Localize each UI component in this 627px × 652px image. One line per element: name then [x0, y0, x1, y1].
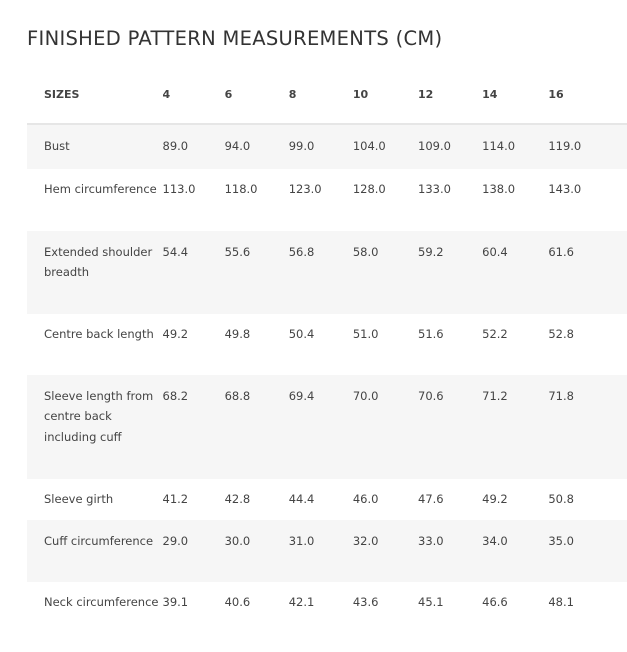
header-size-12: 12 — [418, 68, 482, 124]
row-label: Sleeve length from centre back including cuff — [27, 375, 163, 479]
header-size-16: 16 — [548, 68, 627, 124]
table-cell: 50.4 — [289, 314, 353, 376]
table-cell: 114.0 — [482, 124, 548, 169]
table-cell: 45.1 — [418, 582, 482, 652]
table-cell: 32.0 — [353, 520, 418, 582]
row-label: Extended shoulder breadth — [27, 231, 163, 314]
table-cell: 89.0 — [163, 124, 225, 169]
table-cell: 51.0 — [353, 314, 418, 376]
table-cell: 47.6 — [418, 479, 482, 521]
table-cell: 123.0 — [289, 169, 353, 232]
table-row — [27, 124, 627, 169]
table-cell: 30.0 — [225, 520, 289, 582]
row-label: Bust — [27, 124, 163, 169]
table-cell: 35.0 — [548, 520, 627, 582]
table-cell: 48.1 — [548, 582, 627, 652]
table-row — [27, 231, 627, 314]
header-size-14: 14 — [482, 68, 548, 124]
table-cell: 29.0 — [163, 520, 225, 582]
table-cell: 40.6 — [225, 582, 289, 652]
table-cell: 54.4 — [163, 231, 225, 314]
table-row — [27, 314, 627, 376]
measurements-table — [27, 68, 627, 652]
table-row — [27, 169, 627, 232]
table-cell: 34.0 — [482, 520, 548, 582]
table-cell: 104.0 — [353, 124, 418, 169]
table-row — [27, 479, 627, 521]
table-cell: 39.1 — [163, 582, 225, 652]
table-cell: 31.0 — [289, 520, 353, 582]
row-label: Hem circumference — [27, 169, 163, 232]
header-size-10: 10 — [353, 68, 418, 124]
table-cell: 68.8 — [225, 375, 289, 479]
table-cell: 55.6 — [225, 231, 289, 314]
table-cell: 46.6 — [482, 582, 548, 652]
table-cell: 52.2 — [482, 314, 548, 376]
table-cell: 56.8 — [289, 231, 353, 314]
table-cell: 128.0 — [353, 169, 418, 232]
table-cell: 42.1 — [289, 582, 353, 652]
table-cell: 94.0 — [225, 124, 289, 169]
table-cell: 50.8 — [548, 479, 627, 521]
table-cell: 43.6 — [353, 582, 418, 652]
table-cell: 59.2 — [418, 231, 482, 314]
table-cell: 46.0 — [353, 479, 418, 521]
table-cell: 41.2 — [163, 479, 225, 521]
table-cell: 49.2 — [163, 314, 225, 376]
table-cell: 44.4 — [289, 479, 353, 521]
row-label: Centre back length — [27, 314, 163, 376]
table-cell: 49.8 — [225, 314, 289, 376]
table-cell: 69.4 — [289, 375, 353, 479]
table-cell: 61.6 — [548, 231, 627, 314]
header-size-6: 6 — [225, 68, 289, 124]
table-cell: 70.6 — [418, 375, 482, 479]
measurements-table-container — [27, 68, 557, 639]
header-size-8: 8 — [289, 68, 353, 124]
table-cell: 113.0 — [163, 169, 225, 232]
table-cell: 52.8 — [548, 314, 627, 376]
table-cell: 119.0 — [548, 124, 627, 169]
table-cell: 68.2 — [163, 375, 225, 479]
table-cell: 71.2 — [482, 375, 548, 479]
table-cell: 71.8 — [548, 375, 627, 479]
row-label: Neck circumference — [27, 582, 163, 652]
table-cell: 42.8 — [225, 479, 289, 521]
row-label: Sleeve girth — [27, 479, 163, 521]
table-cell: 33.0 — [418, 520, 482, 582]
table-cell: 60.4 — [482, 231, 548, 314]
page-title: FINISHED PATTERN MEASUREMENTS (CM) — [27, 27, 442, 50]
table-cell: 58.0 — [353, 231, 418, 314]
table-cell: 109.0 — [418, 124, 482, 169]
table-row — [27, 520, 627, 582]
table-row — [27, 375, 627, 479]
table-cell: 138.0 — [482, 169, 548, 232]
table-cell: 70.0 — [353, 375, 418, 479]
header-sizes: SIZES — [27, 68, 163, 124]
table-cell: 118.0 — [225, 169, 289, 232]
table-cell: 49.2 — [482, 479, 548, 521]
table-row — [27, 582, 627, 652]
table-header-row — [27, 68, 627, 124]
table-cell: 133.0 — [418, 169, 482, 232]
header-size-4: 4 — [163, 68, 225, 124]
row-label: Cuff circumference — [27, 520, 163, 582]
table-cell: 99.0 — [289, 124, 353, 169]
table-cell: 51.6 — [418, 314, 482, 376]
table-cell: 143.0 — [548, 169, 627, 232]
